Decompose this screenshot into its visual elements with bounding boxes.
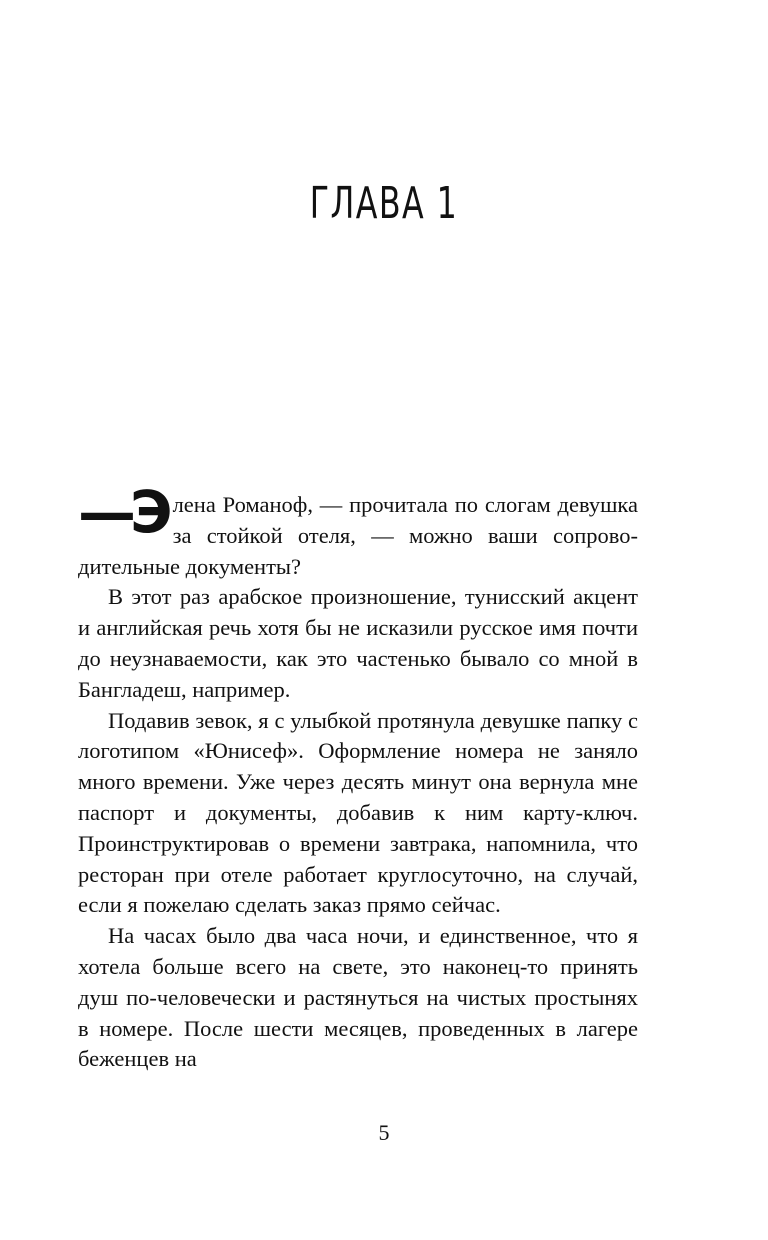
- paragraph-1-text: лена Романоф, — прочитала по слогам девушка за стойкой отеля, — можно ваши сопроводительные документы?: [78, 492, 638, 579]
- paragraph-1: [78, 478, 638, 582]
- page-number: 5: [378, 1120, 390, 1145]
- paragraph-2: В этот раз арабское произношение, тунисский акцент и английская речь хотя бы не исказили русское имя почти до неузнаваемости, как это частенько бывало со мной в Бангладеш, например.: [78, 584, 638, 702]
- chapter-title: ГЛАВА 1: [309, 178, 459, 229]
- drop-cap: —Э: [78, 478, 167, 546]
- paragraph-3: Подавив зевок, я с улыбкой протянула девушке папку с логотипом «Юнисеф». Оформление номера не заняло много времени. Уже через десять минут она вернула мне паспорт и документы, добавив к ним карту-ключ. Проинструктировав о времени завтрака, напомнила, что ресторан при отеле работает круглосуточно, на случай, если я пожелаю сделать заказ прямо сейчас.: [78, 707, 638, 918]
- chapter-body: [78, 478, 638, 1075]
- paragraph-4: На часах было два часа ночи, и единственное, что я хотела больше всего на свете, это наконец-то принять душ по-человечески и растянуться на чистых простынях в номере. После шести месяцев, проведенных в лагере беженцев на: [78, 923, 638, 1072]
